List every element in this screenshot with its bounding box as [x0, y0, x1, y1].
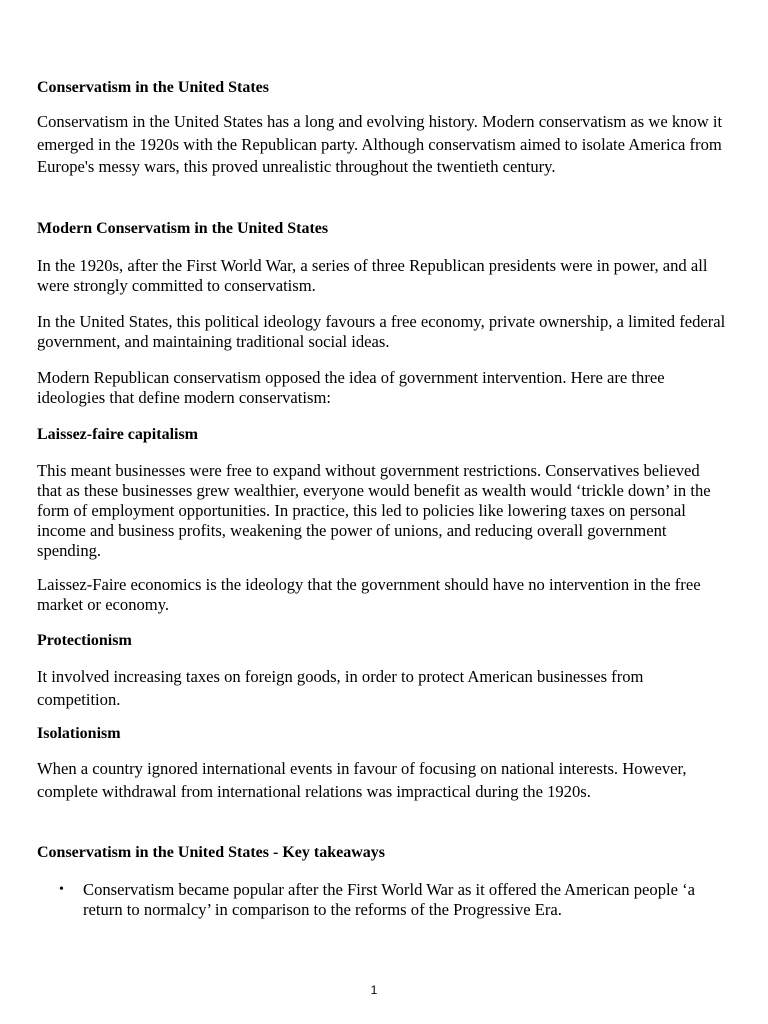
modern-paragraph-3: Modern Republican conservatism opposed the idea of government intervention. Here are three ideologies that define modern conservatism: — [37, 368, 665, 407]
laissez-faire-paragraph-1: This meant businesses were free to expand without government restrictions. Conservatives believed that as these businesses grew wealthier, everyone would benefit as wealth would ‘trickle down’ in the form of employment opportunities. In practice, this led to policies like lowering taxes on personal income and business profits, weakening the power of unions, and reducing overall government spending. — [37, 461, 711, 560]
isolationism-paragraph: When a country ignored international events in favour of focusing on national interests. However, complete withdrawal from international relations was impractical during the 1920s. — [37, 759, 687, 801]
bullet-icon: • — [59, 882, 64, 897]
document-title: Conservatism in the United States — [37, 79, 269, 96]
modern-paragraph-2: In the United States, this political ideology favours a free economy, private ownership, a limited federal government, and maintaining traditional social ideas. — [37, 312, 726, 351]
laissez-faire-paragraph-2: Laissez-Faire economics is the ideology that the government should have no intervention in the free market or economy. — [37, 575, 701, 614]
isolationism-heading: Isolationism — [37, 725, 121, 742]
intro-paragraph: Conservatism in the United States has a long and evolving history. Modern conservatism as we know it emerged in the 1920s with the Republican party. Although conservatism aimed to isolate America from Europe's messy wars, this proved unrealistic throughout the twentieth century. — [37, 112, 723, 176]
modern-conservatism-heading: Modern Conservatism in the United States — [37, 220, 329, 237]
page-number: 1 — [370, 983, 378, 997]
modern-paragraph-1: In the 1920s, after the First World War, a series of three Republican presidents were in power, and all were strongly committed to conservatism. — [37, 256, 708, 295]
laissez-faire-heading: Laissez-faire capitalism — [37, 426, 199, 443]
key-takeaways-list — [37, 880, 727, 920]
protectionism-heading: Protectionism — [37, 632, 132, 649]
list-item-text: Conservatism became popular after the First World War as it offered the American people ‘a return to normalcy’ in comparison to the reforms of the Progressive Era. — [83, 880, 696, 919]
protectionism-paragraph: It involved increasing taxes on foreign goods, in order to protect American businesses from competition. — [37, 667, 644, 709]
list-item — [37, 880, 727, 920]
key-takeaways-heading: Conservatism in the United States - Key takeaways — [37, 844, 385, 861]
